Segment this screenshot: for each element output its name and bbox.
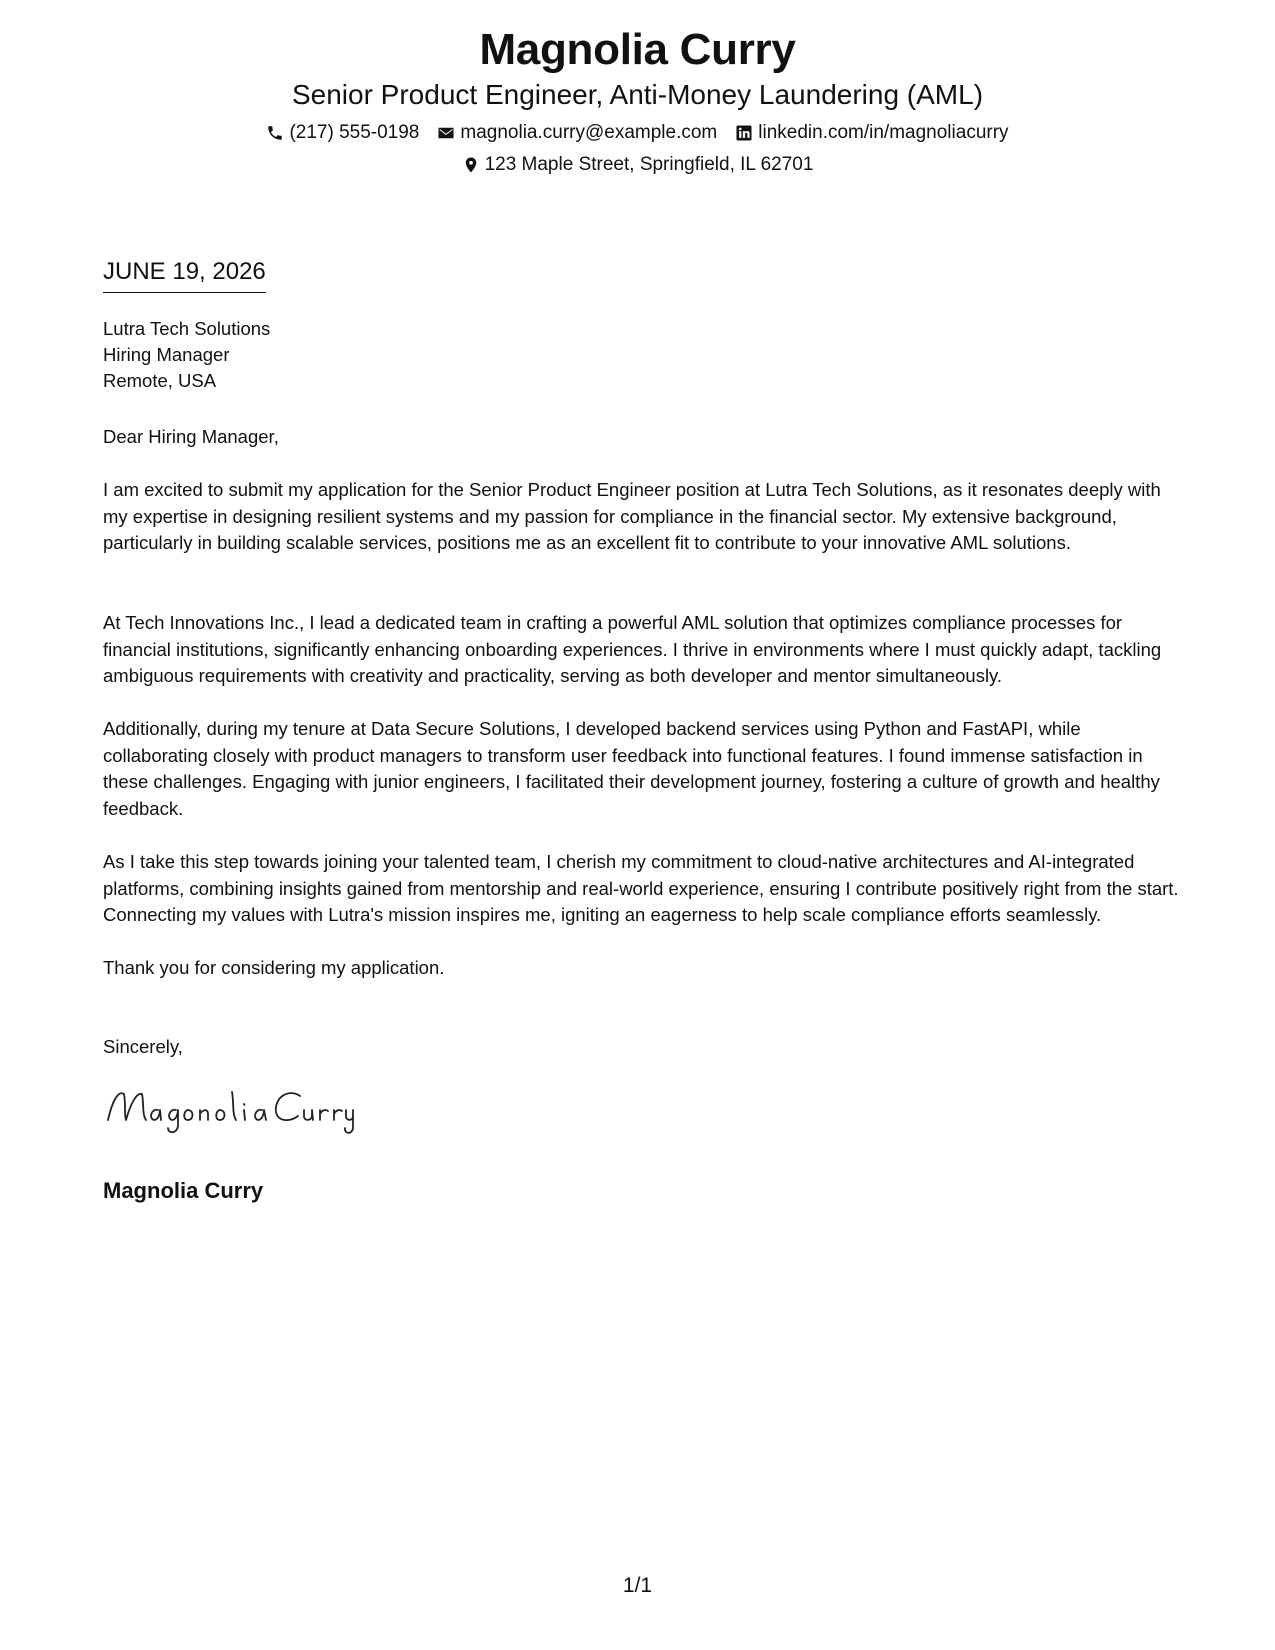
linkedin-contact — [735, 119, 1008, 147]
recipient-block — [103, 316, 1183, 394]
phone-contact — [266, 119, 419, 147]
recipient-location: Remote, USA — [103, 370, 217, 391]
signer-name: Magnolia Curry — [103, 1178, 264, 1203]
address-contact — [462, 151, 814, 179]
body-paragraph: At Tech Innovations Inc., I lead a dedicated team in crafting a powerful AML solution that optimizes compliance processes for financial institutions, significantly enhancing onboarding experiences. I thrive in environments where I must quickly adapt, tackling ambiguous requirements with creativity and practicality, serving as both developer and mentor simultaneously. — [103, 612, 1162, 686]
envelope-icon — [437, 124, 455, 142]
handwritten-signature — [104, 1080, 354, 1141]
address-row — [0, 151, 1275, 179]
applicant-title: Senior Product Engineer, Anti-Money Laundering (AML) — [291, 79, 984, 110]
linkedin-url: linkedin.com/in/magnoliacurry — [758, 122, 1009, 143]
contact-row — [0, 119, 1275, 147]
map-pin-icon — [462, 156, 480, 174]
applicant-name: Magnolia Curry — [479, 25, 796, 74]
phone-number: (217) 555-0198 — [289, 122, 420, 143]
body-paragraph: I am excited to submit my application for the Senior Product Engineer position at Lutra Tech Solutions, as it resonates deeply with my expertise in designing resilient systems and my passion for compliance in the financial sector. My extensive background, particularly in building scalable services, positions me as an excellent fit to contribute to your innovative AML solutions. — [103, 479, 1161, 553]
email-contact — [437, 119, 717, 147]
street-address: 123 Maple Street, Springfield, IL 62701 — [484, 154, 814, 175]
greeting: Dear Hiring Manager, — [103, 426, 279, 447]
email-address: magnolia.curry@example.com — [460, 122, 718, 143]
page-number: 1/1 — [622, 1574, 653, 1597]
phone-icon — [266, 124, 284, 142]
letter-header — [0, 22, 1275, 179]
body-paragraph: Thank you for considering my application. — [103, 957, 445, 978]
recipient-company: Lutra Tech Solutions — [103, 318, 271, 339]
recipient-role: Hiring Manager — [103, 344, 230, 365]
closing: Sincerely, — [103, 1036, 183, 1057]
letter-date: JUNE 19, 2026 — [103, 256, 266, 293]
body-paragraph: Additionally, during my tenure at Data Secure Solutions, I developed backend services using Python and FastAPI, while collaborating closely with product managers to transform user feedback into functional features. I found immense satisfaction in these challenges. Engaging with junior engineers, I facilitated their development journey, fostering a culture of growth and healthy feedback. — [103, 718, 1160, 819]
linkedin-icon — [735, 124, 753, 142]
body-paragraph: As I take this step towards joining your talented team, I cherish my commitment to cloud-native architectures and AI-integrated platforms, combining insights gained from mentorship and real-world experience, ensuring I contribute positively right from the start. Connecting my values with Lutra's mission inspires me, igniting an eagerness to help scale compliance efforts seamlessly. — [103, 851, 1179, 925]
signature-graphic — [104, 1080, 354, 1136]
